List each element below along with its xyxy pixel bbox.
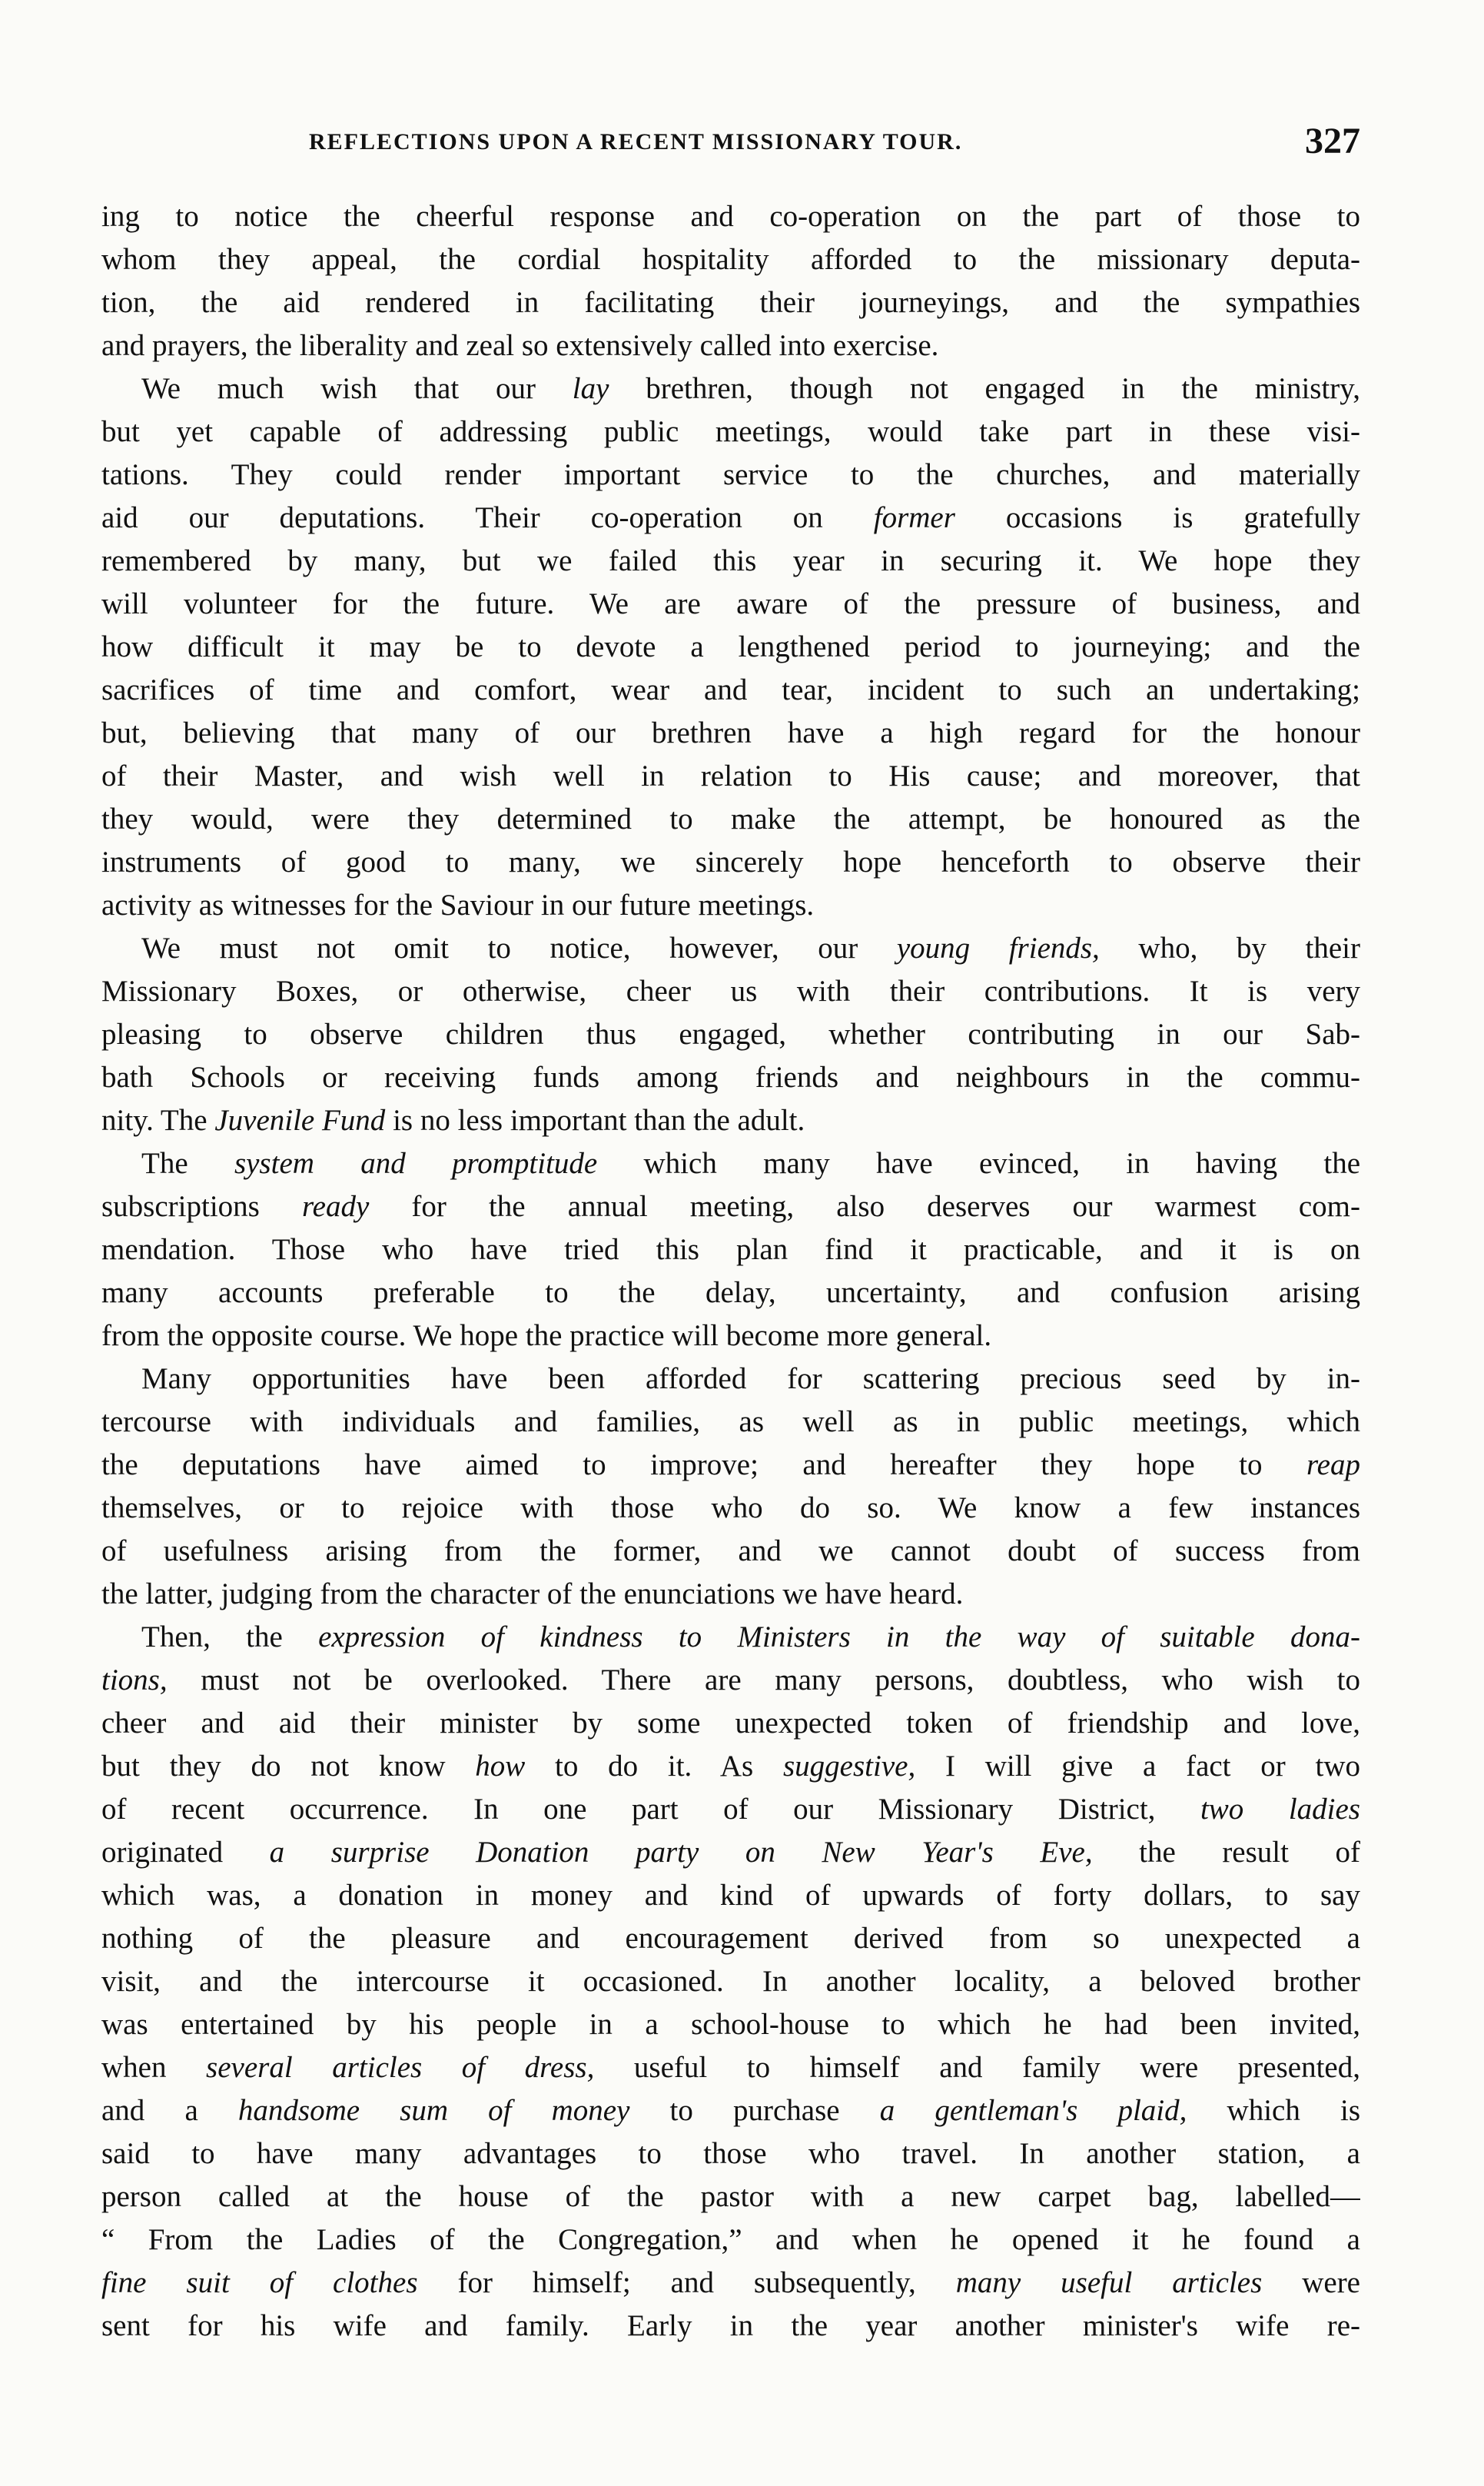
text-segment: “ From the Ladies of the Congregation,” and when he opened it he found a [101, 2223, 1360, 2256]
text-line [101, 1788, 1360, 1831]
text-segment: of their Master, and wish well in relation to His cause; and moreover, that [101, 759, 1360, 793]
text-segment: nothing of the pleasure and encouragement derived from so unexpected a [101, 1922, 1360, 1955]
text-segment: which was, a donation in money and kind of upwards of forty dollars, to say [101, 1879, 1360, 1912]
text-segment: of recent occurrence. In one part of our Missionary District, [101, 1793, 1200, 1826]
text-segment: was entertained by his people in a school-house to which he had been invited, [101, 2008, 1360, 2041]
text-line [101, 367, 1360, 410]
text-line [101, 626, 1360, 669]
text-line [101, 1573, 1360, 1616]
text-segment: remembered by many, but we failed this year in securing it. We hope they [101, 544, 1360, 577]
text-segment: but they do not know [101, 1750, 476, 1783]
text-line [101, 238, 1360, 281]
text-line [101, 2305, 1360, 2348]
text-line [101, 540, 1360, 583]
text-line [101, 2089, 1360, 2132]
text-segment: occasions is gratefully [954, 501, 1360, 534]
text-segment: whom they appeal, the cordial hospitality afforded to the missionary deputa- [101, 243, 1360, 276]
page-number: 327 [1305, 121, 1360, 161]
text-line [101, 1271, 1360, 1314]
text-line [101, 798, 1360, 841]
text-segment: visit, and the intercourse it occasioned. In another locality, a beloved brother [101, 1965, 1360, 1998]
text-segment: Many opportunities have been afforded for scattering precious seed by in- [141, 1362, 1360, 1395]
text-segment: The [141, 1147, 234, 1180]
text-segment: tercourse with individuals and families, as well as in public meetings, which [101, 1405, 1360, 1438]
text-segment: the latter, judging from the character of the enunciations we have heard. [101, 1577, 964, 1610]
text-segment: We must not omit to notice, however, our [141, 932, 897, 965]
text-segment: must not be overlooked. There are many persons, doubtless, who wish to [167, 1663, 1360, 1697]
text-line [101, 2132, 1360, 2175]
text-line [101, 884, 1360, 927]
text-line [101, 1358, 1360, 1401]
text-line [101, 1056, 1360, 1099]
text-line [101, 1616, 1360, 1659]
text-segment: how difficult it may be to devote a lengthened period to journeying; and the [101, 630, 1360, 663]
text-segment: who, by their [1099, 932, 1360, 965]
text-segment: of usefulness arising from the former, and we cannot doubt of success from [101, 1534, 1360, 1567]
italic-text: tions, [101, 1663, 168, 1697]
text-line [101, 1401, 1360, 1444]
text-line [101, 1099, 1360, 1142]
text-segment: Then, the [141, 1620, 319, 1653]
text-segment: ing to notice the cheerful response and co-operation on the part of those to [101, 200, 1360, 233]
text-line [101, 1874, 1360, 1917]
italic-text: expression of kindness to Ministers in the way of suitable dona- [318, 1620, 1360, 1653]
text-line [101, 1142, 1360, 1185]
text-line [101, 281, 1360, 324]
text-segment: person called at the house of the pastor with a new carpet bag, labelled— [101, 2180, 1360, 2213]
text-line [101, 755, 1360, 798]
text-line [101, 2175, 1360, 2218]
italic-text: reap [1306, 1448, 1360, 1481]
text-segment: is no less important than the adult. [385, 1104, 805, 1137]
text-segment: I will give a fact or two [915, 1750, 1360, 1783]
text-segment: for the annual meeting, also deserves our warmest com- [369, 1190, 1360, 1223]
italic-text: ready [301, 1190, 370, 1223]
text-line [101, 2262, 1360, 2305]
text-line [101, 1314, 1360, 1358]
text-segment: tations. They could render important service to the churches, and materially [101, 458, 1360, 491]
italic-text: Juvenile Fund [214, 1104, 386, 1137]
text-line [101, 970, 1360, 1013]
running-title: REFLECTIONS UPON A RECENT MISSIONARY TOUR. [309, 129, 963, 155]
text-line [101, 324, 1360, 367]
italic-text: two ladies [1200, 1793, 1360, 1826]
body-text [101, 195, 1360, 2348]
text-line [101, 1831, 1360, 1874]
italic-text: many useful articles [955, 2266, 1263, 2299]
text-segment: will volunteer for the future. We are aware of the pressure of business, and [101, 587, 1360, 620]
italic-text: former [873, 501, 955, 534]
text-line [101, 927, 1360, 970]
text-line [101, 1487, 1360, 1530]
italic-text: a surprise Donation party on New Year's Eve, [269, 1836, 1093, 1869]
italic-text: lay [572, 372, 609, 405]
text-segment: nity. The [101, 1104, 215, 1137]
text-segment: useful to himself and family were presented, [594, 2051, 1360, 2084]
text-segment: when [101, 2051, 207, 2084]
text-line [101, 410, 1360, 454]
text-segment: and prayers, the liberality and zeal so extensively called into exercise. [101, 329, 939, 362]
text-segment: bath Schools or receiving funds among friends and neighbours in the commu- [101, 1061, 1360, 1094]
text-line [101, 1702, 1360, 1745]
italic-text: a gentleman's plaid, [879, 2094, 1187, 2127]
text-line [101, 669, 1360, 712]
text-line [101, 583, 1360, 626]
text-line [101, 1228, 1360, 1271]
text-segment: for himself; and subsequently, [417, 2266, 956, 2299]
text-segment: activity as witnesses for the Saviour in our future meetings. [101, 889, 815, 922]
text-segment: to purchase [629, 2094, 880, 2127]
text-line [101, 841, 1360, 884]
text-segment: but, believing that many of our brethren have a high regard for the honour [101, 716, 1360, 749]
text-segment: were [1262, 2266, 1360, 2299]
italic-text: young friends, [896, 932, 1100, 965]
text-line [101, 2218, 1360, 2262]
italic-text: handsome sum of money [237, 2094, 630, 2127]
text-segment: themselves, or to rejoice with those who do so. We know a few instances [101, 1491, 1360, 1524]
italic-text: system and promptitude [234, 1147, 598, 1180]
text-line [101, 2046, 1360, 2089]
text-line [101, 1659, 1360, 1702]
text-segment: the result of [1092, 1836, 1360, 1869]
text-line [101, 454, 1360, 497]
text-segment: many accounts preferable to the delay, uncertainty, and confusion arising [101, 1276, 1360, 1309]
text-segment: Missionary Boxes, or otherwise, cheer us with their contributions. It is very [101, 975, 1360, 1008]
text-segment: cheer and aid their minister by some unexpected token of friendship and love, [101, 1707, 1360, 1740]
text-line [101, 1745, 1360, 1788]
text-segment: sent for his wife and family. Early in the year another minister's wife re- [101, 2309, 1360, 2342]
text-line [101, 497, 1360, 540]
text-segment: mendation. Those who have tried this plan find it practicable, and it is on [101, 1233, 1360, 1266]
text-segment: pleasing to observe children thus engaged, whether contributing in our Sab- [101, 1018, 1360, 1051]
text-segment: brethren, though not engaged in the ministry, [609, 372, 1360, 405]
text-line [101, 1960, 1360, 2003]
text-segment: to do it. As [525, 1750, 783, 1783]
text-segment: which many have evinced, in having the [597, 1147, 1360, 1180]
text-line [101, 195, 1360, 238]
text-line [101, 1917, 1360, 1960]
text-segment: sacrifices of time and comfort, wear and tear, incident to such an undertaking; [101, 673, 1360, 706]
text-line [101, 1185, 1360, 1228]
italic-text: several articles of dress, [206, 2051, 595, 2084]
text-segment: originated [101, 1836, 270, 1869]
italic-text: suggestive, [782, 1750, 916, 1783]
italic-text: fine suit of clothes [101, 2266, 418, 2299]
text-segment: instruments of good to many, we sincerely hope henceforth to observe their [101, 846, 1360, 879]
text-line [101, 2003, 1360, 2046]
text-line [101, 1444, 1360, 1487]
text-segment: subscriptions [101, 1190, 302, 1223]
text-line [101, 1013, 1360, 1056]
italic-text: how [475, 1750, 526, 1783]
text-segment: said to have many advantages to those who travel. In another station, a [101, 2137, 1360, 2170]
text-segment: We much wish that our [141, 372, 573, 405]
text-segment: and a [101, 2094, 238, 2127]
text-segment: from the opposite course. We hope the practice will become more general. [101, 1319, 992, 1352]
text-line [101, 712, 1360, 755]
text-segment: the deputations have aimed to improve; and hereafter they hope to [101, 1448, 1306, 1481]
text-segment: aid our deputations. Their co-operation on [101, 501, 874, 534]
text-line [101, 1530, 1360, 1573]
text-segment: but yet capable of addressing public meetings, would take part in these visi- [101, 415, 1360, 448]
text-segment: they would, were they determined to make the attempt, be honoured as the [101, 803, 1360, 836]
text-segment: which is [1187, 2094, 1360, 2127]
text-segment: tion, the aid rendered in facilitating their journeyings, and the sympathies [101, 286, 1360, 319]
running-head [101, 115, 1360, 169]
